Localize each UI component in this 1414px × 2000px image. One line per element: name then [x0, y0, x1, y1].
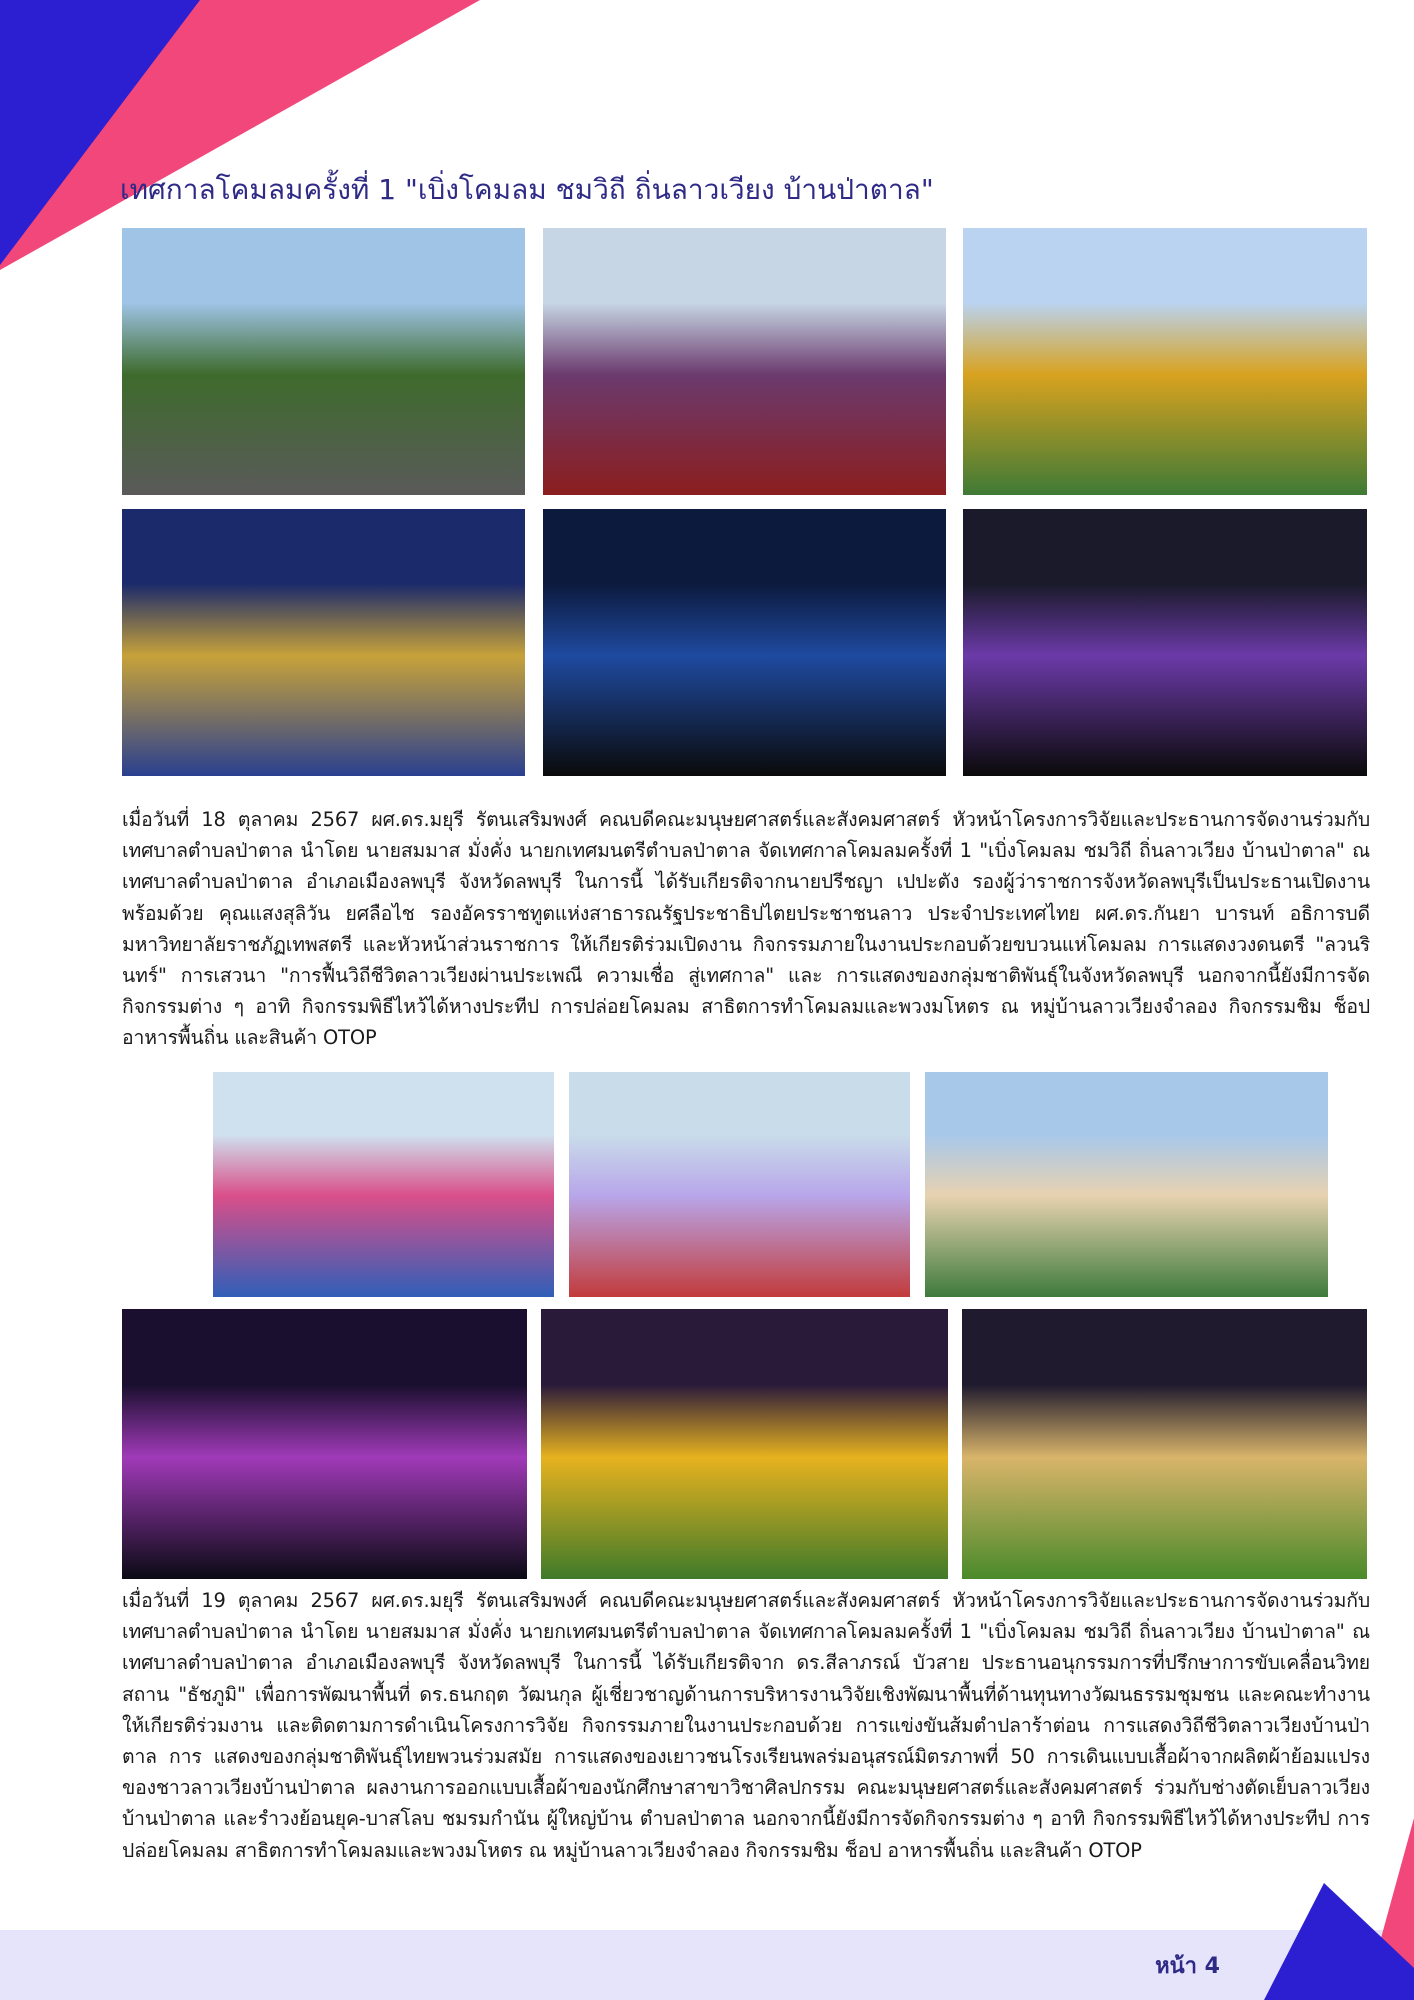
photo — [963, 228, 1367, 495]
page-title: เทศกาลโคมลมครั้งที่ 1 "เบิ่งโคมลม ชมวิถี ถิ่นลาวเวียง บ้านป่าตาล" — [120, 173, 934, 206]
photo — [543, 228, 946, 495]
photo — [541, 1309, 948, 1579]
photo — [213, 1072, 554, 1297]
photo — [543, 509, 946, 776]
photo — [122, 1309, 527, 1579]
page-number: หน้า 4 — [1155, 1954, 1220, 1979]
bottom-right-decoration — [1234, 1818, 1414, 2000]
photo — [122, 228, 525, 495]
photo — [925, 1072, 1328, 1297]
photo — [963, 509, 1367, 776]
paragraph-day-1: เมื่อวันที่ 18 ตุลาคม 2567 ผศ.ดร.มยุรี รัตนเสริมพงศ์ คณบดีคณะมนุษยศาสตร์และสังคมศาสตร์ หัวหน้าโครงการวิจัยและประธานการจัดงานร่วมกับเทศบาลตำบลป่าตาล นำโดย นายสมมาส มั่งคั่ง นายกเทศมนตรีตำบลป่าตาล จัดเทศกาลโคมลมครั้งที่ 1 "เบิ่งโคมลม ชมวิถี ถิ่นลาวเวียง บ้านป่าตาล" ณ เทศบาลตำบลป่าตาล อำเภอเมืองลพบุรี จังหวัดลพบุรี ในการนี้ ได้รับเกียรติจากนายปรีชญา เปปะตัง รองผู้ว่าราชการจังหวัดลพบุรีเป็นประธานเปิดงาน พร้อมด้วย คุณแสงสุลิวัน ยศลือไช รองอัครราชทูตแห่งสาธารณรัฐประชาธิปไตยประชาชนลาว ประจำประเทศไทย ผศ.ดร.กันยา บารนท์ อธิการบดีมหาวิทยาลัยราชภัฏเทพสตรี และหัวหน้าส่วนราชการ ให้เกียรติร่วมเปิดงาน กิจกรรมภายในงานประกอบด้วยขบวนแห่โคมลม การแสดงวงดนตรี "ลวนรินทร์" การเสวนา "การฟื้นวิถีชีวิตลาวเวียงผ่านประเพณี ความเชื่อ สู่เทศกาล" และ การแสดงของกลุ่มชาติพันธุ์ในจังหวัดลพบุรี นอกจากนี้ยังมีการจัดกิจกรรมต่าง ๆ อาทิ กิจกรรมพิธีไหว้ได้หางประทีป การปล่อยโคมลม สาธิตการทำโคมลมและพวงมโหตร ณ หมู่บ้านลาวเวียงจำลอง กิจกรรมชิม ช็อป อาหารพื้นถิ่น และสินค้า OTOP — [122, 808, 1370, 1050]
photo — [569, 1072, 910, 1297]
photo — [962, 1309, 1367, 1579]
photo — [122, 509, 525, 776]
paragraph-day-2: เมื่อวันที่ 19 ตุลาคม 2567 ผศ.ดร.มยุรี รัตนเสริมพงศ์ คณบดีคณะมนุษยศาสตร์และสังคมศาสตร์ หัวหน้าโครงการวิจัยและประธานการจัดงานร่วมกับเทศบาลตำบลป่าตาล นำโดย นายสมมาส มั่งคั่ง นายกเทศมนตรีตำบลป่าตาล จัดเทศกาลโคมลมครั้งที่ 1 "เบิ่งโคมลม ชมวิถี ถิ่นลาวเวียง บ้านป่าตาล" ณ เทศบาลตำบลป่าตาล อำเภอเมืองลพบุรี จังหวัดลพบุรี ในการนี้ ได้รับเกียรติจาก ดร.สีลาภรณ์ บัวสาย ประธานอนุกรรมการที่ปรึกษาการขับเคลื่อนวิทยสถาน "ธัชภูมิ" เพื่อการพัฒนาพื้นที่ ดร.ธนกฤต วัฒนกุล ผู้เชี่ยวชาญด้านการบริหารงานวิจัยเชิงพัฒนาพื้นที่ด้านทุนทางวัฒนธรรมชุมชน และคณะทำงาน ให้เกียรติร่วมงาน และติดตามการดำเนินโครงการวิจัย กิจกรรมภายในงานประกอบด้วย การแข่งขันส้มตำปลาร้าต่อน การแสดงวิถีชีวิตลาวเวียงบ้านป่าตาล การ แสดงของกลุ่มชาติพันธุ์ไทยพวนร่วมสมัย การแสดงของเยาวชนโรงเรียนพลร่มอนุสรณ์มิตรภาพที่ 50 การเดินแบบเสื้อผ้าจากผลิตผ้าย้อมแปรงของชาวลาวเวียงบ้านป่าตาล ผลงานการออกแบบเสื้อผ้าของนักศึกษาสาขาวิชาศิลปกรรม คณะมนุษยศาสตร์และสังคมศาสตร์ ร่วมกับช่างตัดเย็บลาวเวียงบ้านป่าตาล และรำวงย้อนยุค-บาสโลบ ชมรมกำนัน ผู้ใหญ่บ้าน ตำบลป่าตาล นอกจากนี้ยังมีการจัดกิจกรรมต่าง ๆ อาทิ กิจกรรมพิธีไหว้ได้หางประทีป การปล่อยโคมลม สาธิตการทำโคมลมและพวงมโหตร ณ หมู่บ้านลาวเวียงจำลอง กิจกรรมชิม ช็อป อาหารพื้นถิ่น และสินค้า OTOP — [122, 1589, 1370, 1862]
